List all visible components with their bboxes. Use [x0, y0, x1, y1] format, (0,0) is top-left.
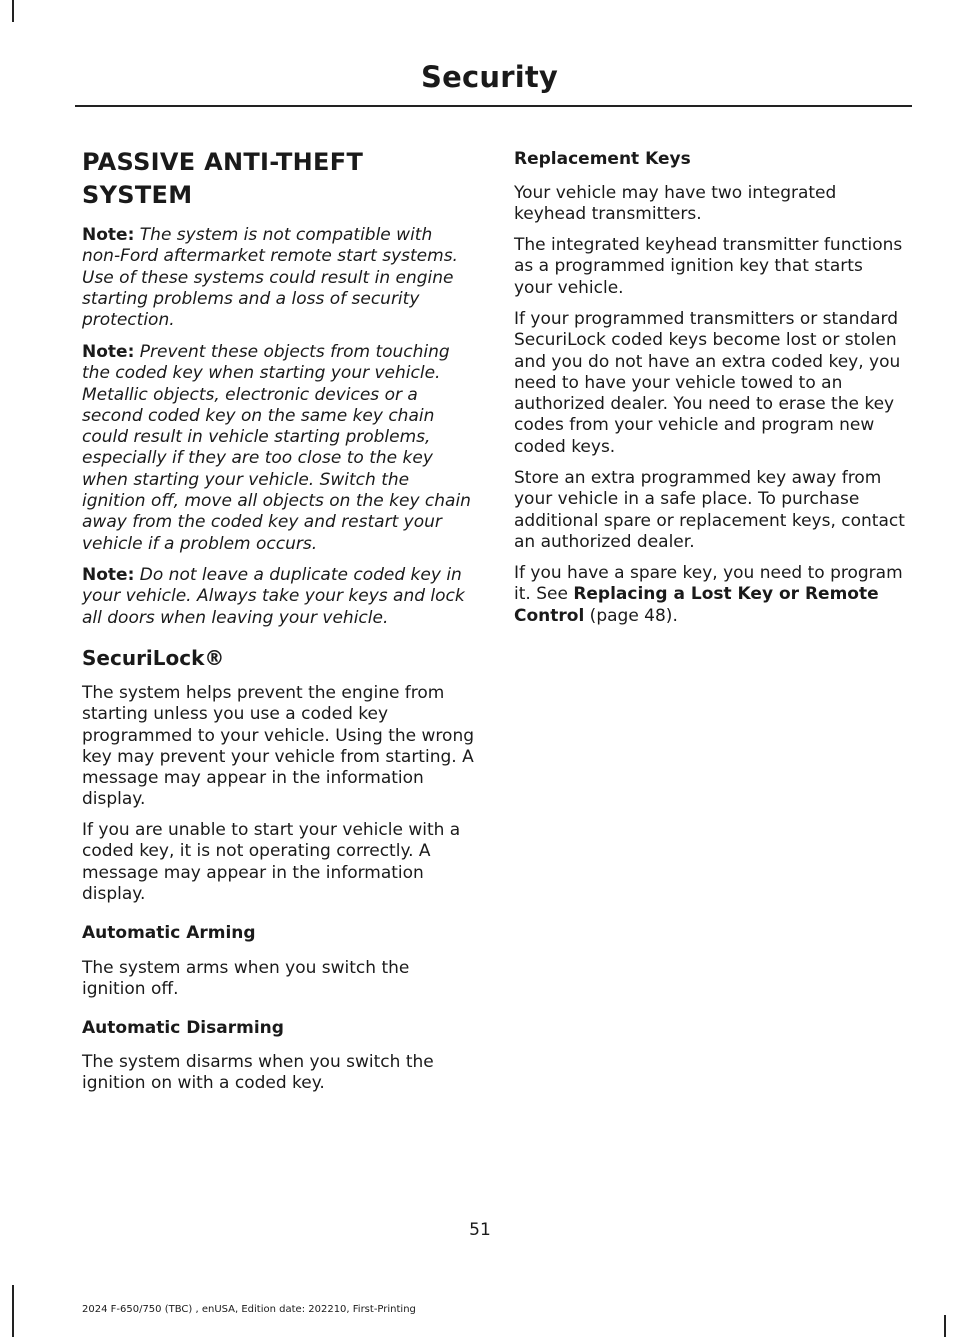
cross-reference-link[interactable]: Replacing a Lost Key or Remote Control — [514, 584, 879, 626]
body-paragraph: Your vehicle may have two integrated keyhead transmitters. — [514, 183, 837, 225]
note-paragraph — [82, 565, 474, 629]
body-paragraph: The system disarms when you switch the ignition on with a coded key. — [82, 1052, 434, 1094]
header-divider — [75, 105, 912, 107]
subsection-heading: Replacement Keys — [514, 149, 691, 169]
body-paragraph: The system arms when you switch the ignition off. — [82, 958, 410, 1000]
crop-mark — [944, 1315, 946, 1337]
section-heading: PASSIVE ANTI-THEFT SYSTEM — [82, 148, 364, 209]
page-title: Security — [421, 60, 558, 94]
note-text: The system is not compatible with non-Ford aftermarket remote start systems. Use of these systems could result in engine starting problems and a loss of security protection. — [82, 225, 458, 331]
footer-text: 2024 F-650/750 (TBC) , enUSA, Edition date: 202210, First-Printing — [82, 1304, 416, 1315]
body-paragraph: If your programmed transmitters or standard SecuriLock coded keys become lost or stolen and you do not have an extra coded key, you need to have your vehicle towed to an authorized dealer. You need to erase the key codes from your vehicle and program new coded keys. — [514, 309, 901, 457]
note-text: Prevent these objects from touching the coded key when starting your vehicle. Metallic objects, electronic devices or a second coded key on the same key chain could result in vehicle starting problems, especially if they are too close to the key when starting your vehicle. Switch the ignition off, move all objects on the key chain away from the coded key and restart your vehicle if a problem occurs. — [82, 342, 471, 554]
body-paragraph — [514, 563, 906, 627]
note-paragraph — [82, 225, 474, 331]
subsection-heading: Automatic Arming — [82, 923, 256, 943]
note-label: Note: — [82, 342, 135, 362]
body-paragraph: The integrated keyhead transmitter functions as a programmed ignition key that starts your vehicle. — [514, 235, 903, 298]
note-label: Note: — [82, 565, 135, 585]
body-paragraph: If you are unable to start your vehicle with a coded key, it is not operating correctly. A message may appear in the information display. — [82, 820, 461, 904]
note-label: Note: — [82, 225, 135, 245]
note-text: Do not leave a duplicate coded key in your vehicle. Always take your keys and lock all doors when leaving your vehicle. — [82, 565, 465, 628]
page-number: 51 — [469, 1220, 491, 1240]
subsection-heading: SecuriLock® — [82, 646, 225, 670]
body-paragraph: Store an extra programmed key away from your vehicle in a safe place. To purchase additional spare or replacement keys, contact an authorized dealer. — [514, 468, 905, 552]
crop-mark — [12, 1285, 14, 1337]
note-paragraph — [82, 342, 474, 555]
body-paragraph: The system helps prevent the engine from starting unless you use a coded key programmed to your vehicle. Using the wrong key may prevent your vehicle from starting. A message may appear in the information display. — [82, 683, 475, 810]
crop-mark — [12, 0, 14, 22]
body-text: (page 48). — [584, 605, 678, 626]
subsection-heading: Automatic Disarming — [82, 1018, 284, 1038]
body-text: If you have a spare key, you need to program it. See — [514, 563, 903, 605]
